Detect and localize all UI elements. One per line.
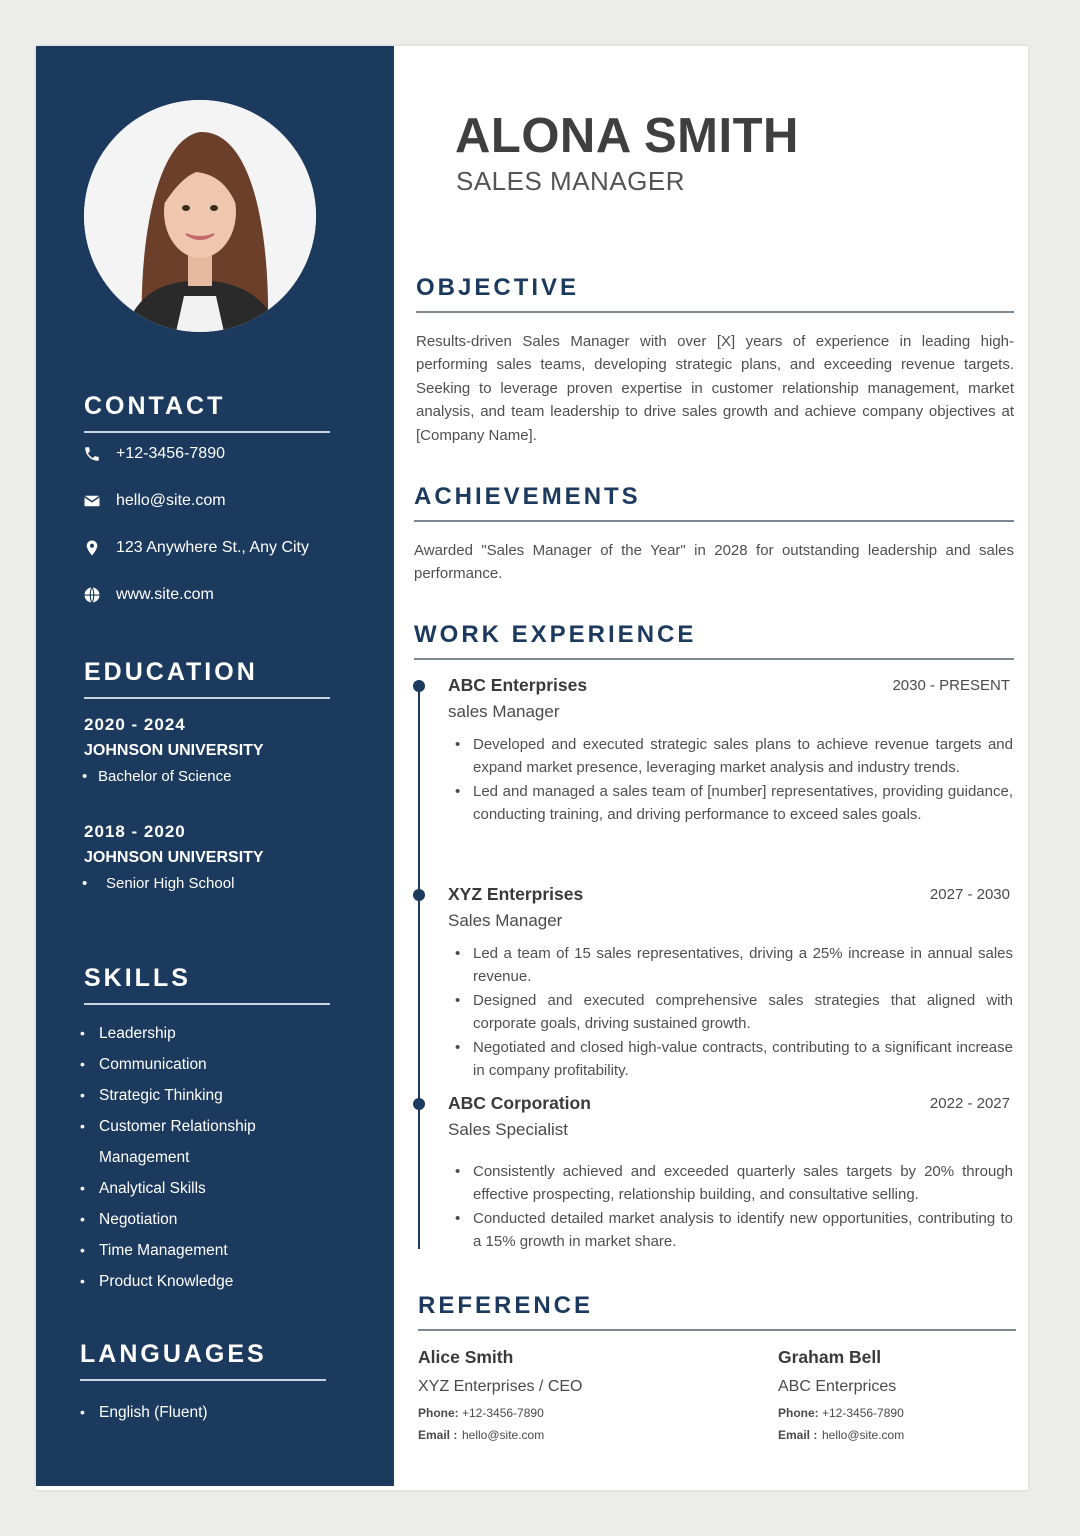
skills-list <box>80 1018 330 1297</box>
skill-item: • Analytical Skills <box>80 1173 330 1204</box>
job-header <box>448 884 1014 931</box>
achievements-heading: ACHIEVEMENTS <box>414 483 1014 522</box>
job-role: Sales Specialist <box>448 1120 569 1139</box>
job-dates: 2022 - 2027 <box>929 1095 1010 1112</box>
skill-item: • Communication <box>80 1049 330 1080</box>
skill-item: • Strategic Thinking <box>80 1080 330 1111</box>
contact-website-text: www.site.com <box>116 586 214 603</box>
job-bullet: • Led and managed a sales team of [number] representatives, providing guidance, conducting training, and driving performance to exceed sales goals. <box>473 780 1013 827</box>
skill-item: • Customer Relationship Management <box>80 1111 279 1173</box>
reference-email-value: hello@site.com <box>462 1428 545 1442</box>
achievements-text: Awarded "Sales Manager of the Year" in 2028 for outstanding leadership and sales performance. <box>414 542 1014 583</box>
languages-list <box>80 1397 330 1428</box>
job-bullet: • Conducted detailed market analysis to identify new opportunities, contributing to a 15% growth in market share. <box>473 1207 1013 1254</box>
job-bullet: • Negotiated and closed high-value contracts, contributing to a significant increase in company profitability. <box>473 1036 1013 1083</box>
education-degree: • Senior High School <box>84 871 344 897</box>
skill-item: • Leadership <box>80 1018 330 1049</box>
job-bullets <box>473 733 1013 827</box>
timeline-line <box>418 683 420 1249</box>
reference-phone <box>778 1402 1038 1424</box>
contact-address <box>82 536 309 560</box>
work-experience-heading: WORK EXPERIENCE <box>414 621 1014 660</box>
skill-item: • Time Management <box>80 1235 330 1266</box>
job-dates: 2030 - PRESENT <box>892 677 1010 694</box>
job-bullet: • Led a team of 15 sales representatives, driving a 25% increase in annual sales revenue. <box>473 942 1013 989</box>
education-years: 2020 - 2024 <box>84 715 186 734</box>
job-bullets <box>473 1160 1013 1254</box>
contact-phone <box>82 442 225 466</box>
skill-item: • Product Knowledge <box>80 1266 330 1297</box>
reference-name: Alice Smith <box>418 1347 514 1367</box>
job-role: sales Manager <box>448 702 560 721</box>
job-dates: 2027 - 2030 <box>929 886 1010 903</box>
job-role: Sales Manager <box>448 911 563 930</box>
profile-photo <box>84 100 316 332</box>
job-bullet: • Developed and executed strategic sales plans to achieve revenue targets and expand market presence, leveraging market analysis and industry trends. <box>473 733 1013 780</box>
email-label: Email : <box>418 1428 458 1442</box>
education-school: JOHNSON UNIVERSITY <box>84 742 264 759</box>
phone-label: Phone: <box>418 1406 459 1420</box>
reference-email <box>778 1424 1038 1446</box>
reference-name: Graham Bell <box>778 1347 882 1367</box>
skill-item: • Negotiation <box>80 1204 330 1235</box>
education-years: 2018 - 2020 <box>84 822 186 841</box>
reference-heading: REFERENCE <box>418 1292 1016 1331</box>
reference-card <box>778 1342 1038 1446</box>
contact-email-text: hello@site.com <box>116 492 226 509</box>
email-icon <box>82 491 102 511</box>
job-header <box>448 1093 1014 1140</box>
reference-company: ABC Enterprices <box>778 1378 897 1395</box>
reference-email <box>418 1424 678 1446</box>
timeline-dot <box>413 680 425 692</box>
skills-heading: SKILLS <box>84 964 330 1005</box>
education-degree: • Bachelor of Science <box>84 764 344 790</box>
education-school: JOHNSON UNIVERSITY <box>84 849 264 866</box>
timeline-dot <box>413 889 425 901</box>
languages-heading: LANGUAGES <box>80 1340 326 1381</box>
contact-heading: CONTACT <box>84 392 330 433</box>
reference-phone-value: +12-3456-7890 <box>822 1406 904 1420</box>
job-header <box>448 675 1014 722</box>
reference-card <box>418 1342 678 1446</box>
education-entry <box>84 819 344 897</box>
portrait-image <box>84 100 316 332</box>
contact-phone-text: +12-3456-7890 <box>116 445 225 462</box>
reference-phone <box>418 1402 678 1424</box>
job-bullet: • Designed and executed comprehensive sales strategies that aligned with corporate goals, driving sustained growth. <box>473 989 1013 1036</box>
objective-heading: OBJECTIVE <box>416 274 1014 313</box>
contact-email <box>82 489 226 513</box>
objective-text: Results-driven Sales Manager with over [X] years of experience in leading high-performing sales teams, developing strategic plans, and exceeding revenue targets. Seeking to leverage proven expertise in customer relationship management, market analysis, and team leadership to drive sales growth and achieve company objectives at [Company Name]. <box>416 333 1014 444</box>
job-bullets <box>473 942 1013 1082</box>
education-entry <box>84 712 344 790</box>
phone-label: Phone: <box>778 1406 819 1420</box>
contact-address-text: 123 Anywhere St., Any City <box>116 539 309 556</box>
reference-phone-value: +12-3456-7890 <box>462 1406 544 1420</box>
language-item: • English (Fluent) <box>80 1397 330 1428</box>
phone-icon <box>82 444 102 464</box>
reference-company: XYZ Enterprises / CEO <box>418 1378 583 1395</box>
job-company: ABC Corporation <box>448 1093 591 1113</box>
candidate-title: SALES MANAGER <box>456 166 686 196</box>
location-pin-icon <box>82 538 102 558</box>
job-company: XYZ Enterprises <box>448 884 584 904</box>
globe-icon <box>82 585 102 605</box>
reference-email-value: hello@site.com <box>822 1428 905 1442</box>
candidate-name: ALONA SMITH <box>455 109 799 163</box>
job-bullet: • Consistently achieved and exceeded quarterly sales targets by 20% through effective prospecting, relationship building, and consultative selling. <box>473 1160 1013 1207</box>
job-company: ABC Enterprises <box>448 675 588 695</box>
email-label: Email : <box>778 1428 818 1442</box>
contact-website <box>82 583 214 607</box>
education-heading: EDUCATION <box>84 658 330 699</box>
timeline-dot <box>413 1098 425 1110</box>
